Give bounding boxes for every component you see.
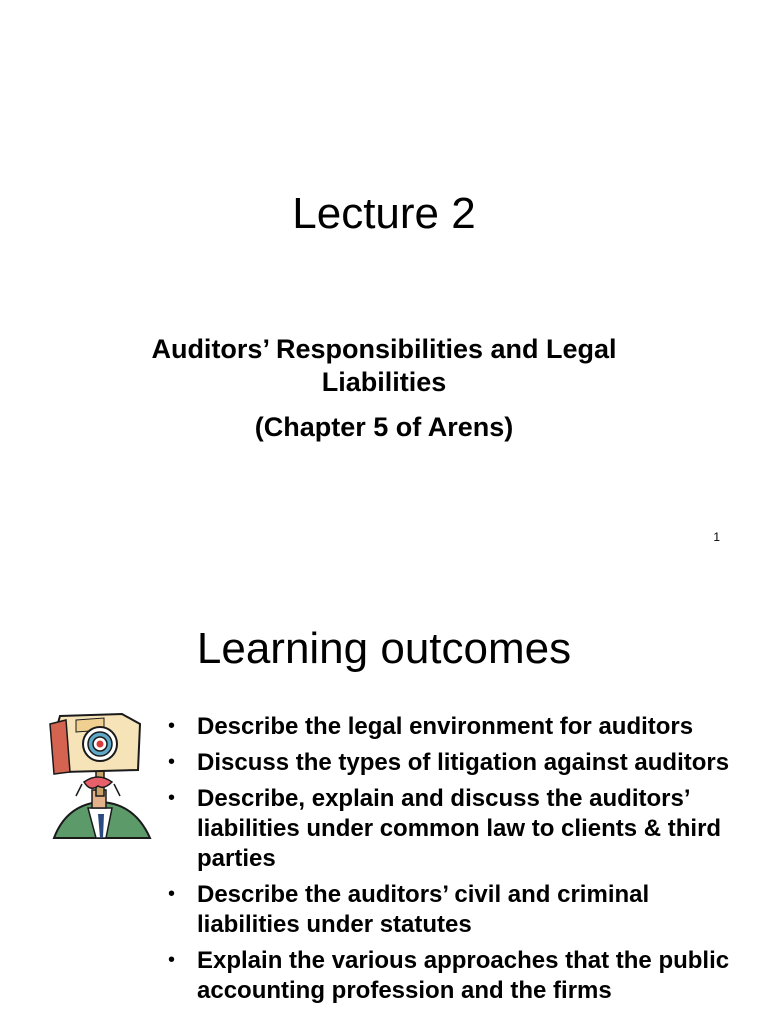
target-sign-clipart-icon	[46, 710, 156, 844]
bullet-text: Describe the legal environment for auditors	[197, 713, 694, 740]
list-item	[164, 712, 734, 742]
bullet-symbol: •	[168, 883, 176, 905]
list-item	[164, 748, 734, 778]
bullet-text: Describe, explain and discuss the auditors’ liabilities under common law to clients & third parties	[197, 785, 722, 872]
bullet-text: Describe the auditors’ civil and criminal liabilities under statutes	[197, 881, 650, 938]
bullet-text: Explain the various approaches that the public accounting profession and the firms	[197, 947, 730, 1004]
slide-2	[0, 576, 768, 1024]
slide-title: Learning outcomes	[196, 624, 572, 673]
list-item	[164, 946, 734, 1006]
list-item	[164, 784, 734, 874]
bullet-symbol: •	[168, 787, 176, 809]
bullet-symbol: •	[168, 715, 176, 737]
bullet-symbol: •	[168, 751, 176, 773]
learning-outcomes-list	[164, 712, 734, 1012]
list-item	[164, 880, 734, 940]
chapter-reference: (Chapter 5 of Arens)	[254, 412, 514, 442]
slide-subtitle: Auditors’ Responsibilities and Legal Liabilities	[151, 334, 617, 397]
bullet-text: Discuss the types of litigation against auditors	[197, 749, 730, 776]
bullet-symbol: •	[168, 949, 176, 971]
slide-title: Lecture 2	[292, 189, 476, 238]
page-number: 1	[713, 530, 720, 544]
